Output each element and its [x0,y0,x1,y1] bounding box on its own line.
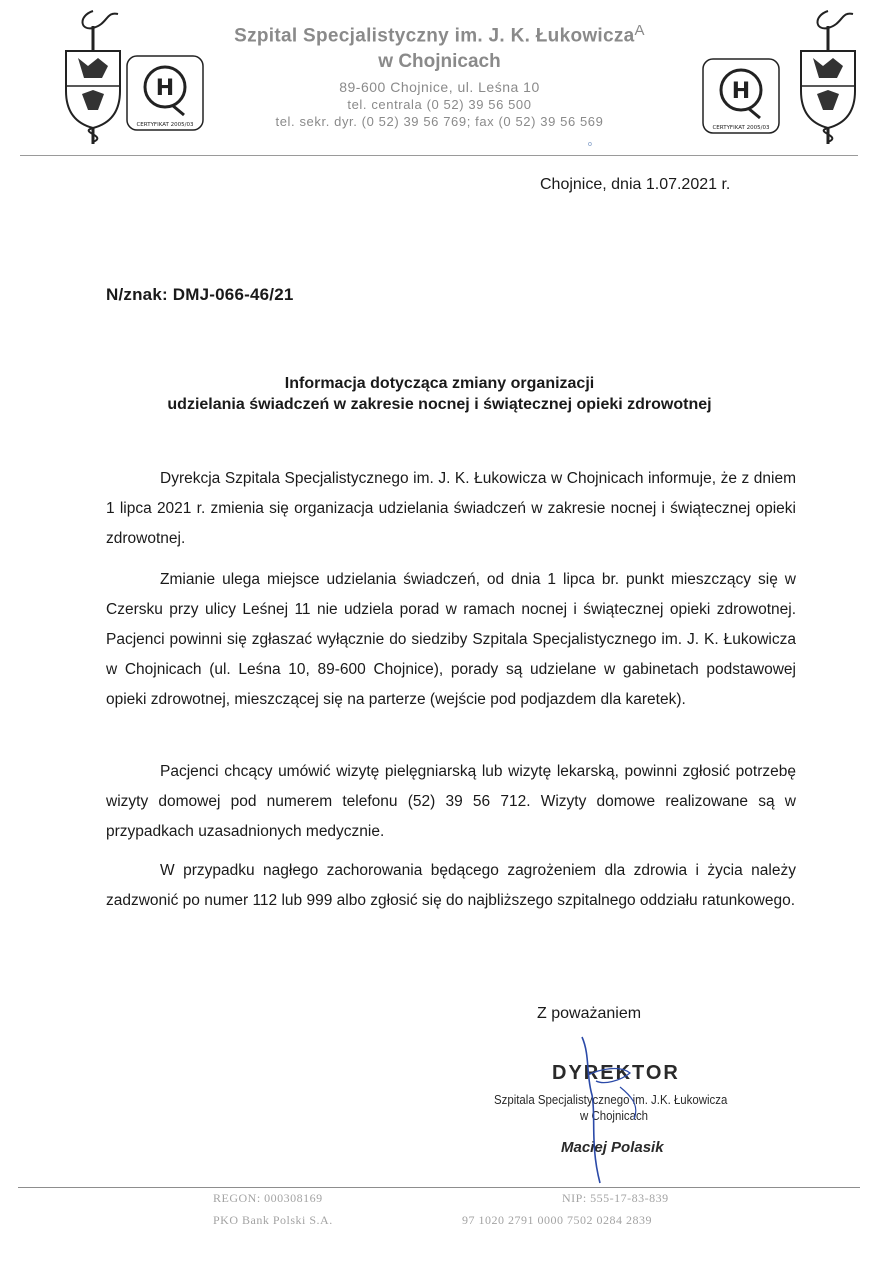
stamp-city: w Chojnicach [580,1108,649,1123]
certificate-logo-right [702,58,780,134]
certificate-caption-left: CERTYFIKAT 2005/03 [136,122,194,128]
reference-number: N/znak: DMJ-066-46/21 [106,285,294,304]
hospital-city: w Chojnicach [378,51,501,72]
footer-account: 97 1020 2791 0000 7502 0284 2839 [462,1213,652,1227]
stamp-person: Maciej Polasik [561,1139,664,1156]
hospital-name: Szpital Specjalistyczny im. J. K. Łukowicza$^A$ [234,22,645,47]
paragraph-2: Zmianie ulega miejsce udzielania świadczeń, od dnia 1 lipca br. punkt mieszczący się w Czersku przy ulicy Leśnej 11 nie udziela porad w ramach nocnej i świątecznej opieki zdrowotnej. Pacjenci powinni się zgłaszać wyłącznie do siedziby Szpitala Specjalistycznego im. J. K. Łukowicza w Chojnicach (ul. Leśna 10, 89-600 Chojnice), porady są udzielane w gabinetach podstawowej opieki zdrowotnej, mieszczącej się na parterze (wejście pod podjazdem dla karetek). [106,571,796,708]
svg-text:H: H [731,79,751,104]
hospital-address: 89-600 Chojnice, ul. Leśna 10 [339,79,540,95]
letter-title [0,373,879,415]
stamp-title: DYREKTOR [552,1062,680,1084]
stamp-organization: Szpitala Specjalistycznego im. J.K. Łukowicza [494,1092,728,1107]
paragraph-4: W przypadku nagłego zachorowania będącego zagrożeniem dla zdrowia i życia należy zadzwonić po numer 112 lub 999 albo zgłosić się do najbliższego szpitalnego oddziału ratunkowego. [106,862,796,909]
date-line: Chojnice, dnia 1.07.2021 r. [540,176,731,193]
paragraph-1: Dyrekcja Szpitala Specjalistycznego im. J. K. Łukowicza w Chojnicach informuje, że z dniem 1 lipca 2021 r. zmienia się organizacja udzielania świadczeń w zakresie nocnej i świątecznej opieki zdrowotnej. [106,470,796,547]
handwritten-signature [560,1035,680,1185]
paragraph-3: Pacjenci chcący umówić wizytę pielęgniarską lub wizytę lekarską, powinni zgłosić potrzebę wizyty domowej pod numerem telefonu (52) 39 56 712. Wizyty domowe realizowane są w przypadkach uzasadnionych medycznie. [106,763,796,840]
small-mark: o [588,141,592,148]
footer-divider [18,1187,860,1188]
certificate-caption-right: CERTYFIKAT 2005/03 [712,125,770,131]
superscript-mark: A [634,22,645,39]
footer-bank: PKO Bank Polski S.A. [213,1213,333,1227]
phone-main: tel. centrala (0 52) 39 56 500 [347,97,532,112]
svg-text:H: H [155,76,175,101]
footer-nip: NIP: 555-17-83-839 [562,1191,669,1205]
phone-director: tel. sekr. dyr. (0 52) 39 56 769; fax (0 52) 39 56 569 [275,114,604,129]
title-line-1: Informacja dotycząca zmiany organizacji [284,375,595,392]
footer-regon: REGON: 000308169 [213,1191,323,1205]
closing-regards: Z poważaniem [537,1005,642,1022]
title-line-2: udzielania świadczeń w zakresie nocnej i świątecznej opieki zdrowotnej [167,396,712,413]
caduceus-emblem-right [793,6,863,146]
header-divider [20,155,858,156]
